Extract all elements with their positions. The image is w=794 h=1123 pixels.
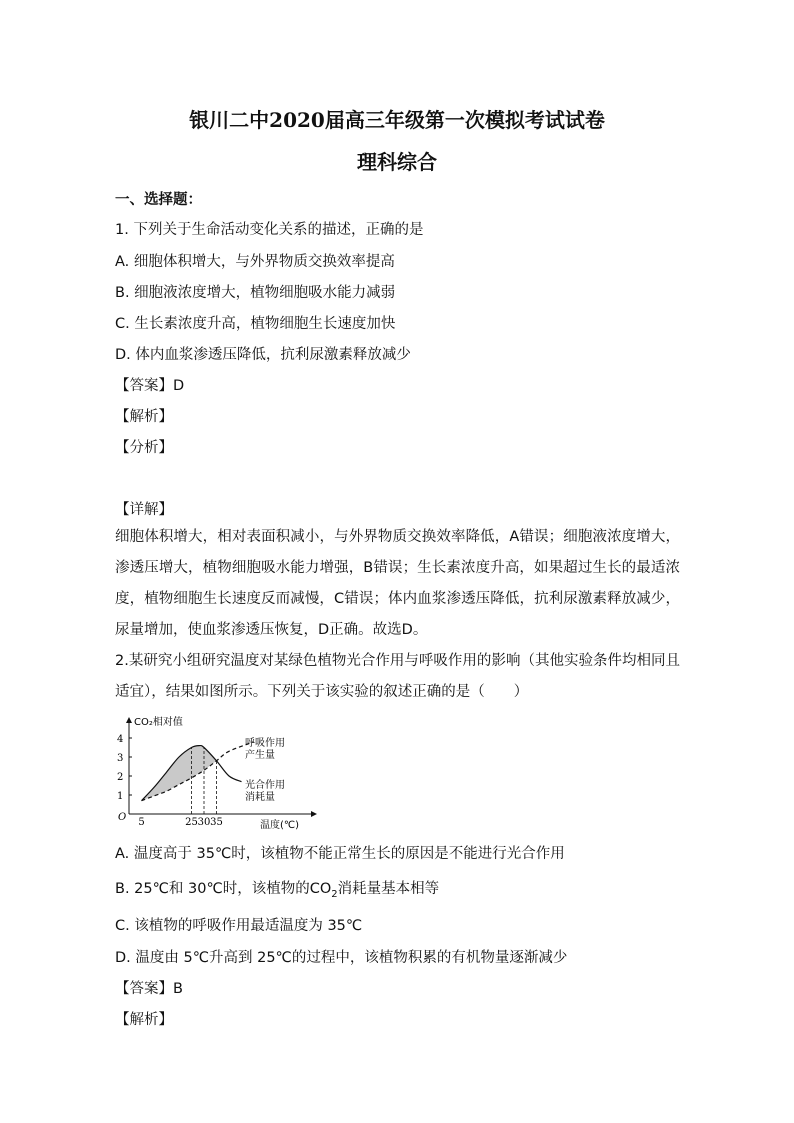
chart-origin-label: O bbox=[118, 812, 127, 823]
q2-option-b bbox=[115, 877, 439, 900]
chart-legend-resp-1: 呼吸作用 bbox=[245, 738, 285, 749]
q2-answer bbox=[115, 977, 183, 998]
chart-x-tick-label: 5 bbox=[138, 817, 145, 828]
q2-option-c: C. 该植物的呼吸作用最适温度为 35℃ bbox=[115, 918, 363, 934]
page-title: 银川二中2020届高三年级第一次模拟考试试卷 bbox=[189, 108, 605, 132]
chart-y-tick-label: 4 bbox=[117, 734, 124, 745]
q1-option-b: B. 细胞液浓度增大，植物细胞吸水能力减弱 bbox=[115, 285, 396, 301]
q2-option-b-pre: B. 25℃和 30℃时，该植物的 bbox=[115, 881, 310, 897]
chart-shaded-area bbox=[142, 746, 217, 801]
q2-chart bbox=[112, 712, 322, 830]
chart-legend-photo-1: 光合作用 bbox=[245, 780, 285, 791]
q2-option-b-sub: 2 bbox=[331, 888, 338, 900]
q1-detail-text: 细胞体积增大，相对表面积减小，与外界物质交换效率降低，A错误；细胞液浓度增大，渗透压增大，植物细胞吸水能力增强，B错误；生长素浓度升高，如果超过生长的最适浓度，植物细胞生长速度反而减慢，C错误；体内血浆渗透压降低，抗利尿激素释放减少，尿量增加，使血浆渗透压恢复，D正确。故选D。 bbox=[115, 529, 680, 638]
q1-stem: 1. 下列关于生命活动变化关系的描述，正确的是 bbox=[115, 222, 424, 238]
q1-fenxi-label: 【分析】 bbox=[115, 440, 173, 456]
q1-detail-label: 【详解】 bbox=[115, 502, 173, 518]
q2-option-d: D. 温度由 5℃升高到 25℃的过程中，该植物积累的有机物量逐渐减少 bbox=[115, 950, 568, 966]
q1-option-c: C. 生长素浓度升高，植物细胞生长速度加快 bbox=[115, 316, 396, 332]
chart-x-tick-label: 35 bbox=[210, 817, 223, 828]
q2-option-b-post: 消耗量基本相等 bbox=[337, 881, 440, 897]
q2-answer-label: 【答案】 bbox=[115, 981, 173, 997]
section-heading: 一、选择题： bbox=[115, 192, 202, 208]
chart-y-tick-label: 1 bbox=[117, 791, 124, 802]
q1-answer-value: D bbox=[173, 378, 185, 394]
q2-option-b-co2: CO bbox=[309, 881, 332, 897]
q2-answer-value: B bbox=[173, 981, 183, 997]
q2-option-a: A. 温度高于 35℃时，该植物不能正常生长的原因是不能进行光合作用 bbox=[115, 846, 565, 862]
q1-answer bbox=[115, 374, 184, 395]
q1-analysis-label: 【解析】 bbox=[115, 409, 173, 425]
q2-stem: 2.某研究小组研究温度对某绿色植物光合作用与呼吸作用的影响（其他实验条件均相同且适宜），结果如图所示。下列关于该实验的叙述正确的是（ ） bbox=[115, 653, 680, 700]
chart-y-tick-label: 2 bbox=[117, 772, 124, 783]
chart-y-label: CO₂相对值 bbox=[134, 717, 183, 728]
q1-answer-label: 【答案】 bbox=[115, 378, 173, 394]
chart-legend-photo-2: 消耗量 bbox=[245, 792, 275, 803]
page-subtitle: 理科综合 bbox=[357, 150, 437, 174]
chart-y-tick-label: 3 bbox=[117, 753, 124, 764]
chart-x-label: 温度(℃) bbox=[260, 820, 300, 830]
q1-option-a: A. 细胞体积增大，与外界物质交换效率提高 bbox=[115, 254, 395, 270]
chart-x-tick-label: 25 bbox=[185, 817, 198, 828]
chart-legend-resp-2: 产生量 bbox=[245, 750, 275, 761]
q2-analysis-label: 【解析】 bbox=[115, 1012, 173, 1028]
chart-x-tick-label: 30 bbox=[197, 817, 211, 828]
q1-option-d: D. 体内血浆渗透压降低，抗利尿激素释放减少 bbox=[115, 347, 411, 363]
